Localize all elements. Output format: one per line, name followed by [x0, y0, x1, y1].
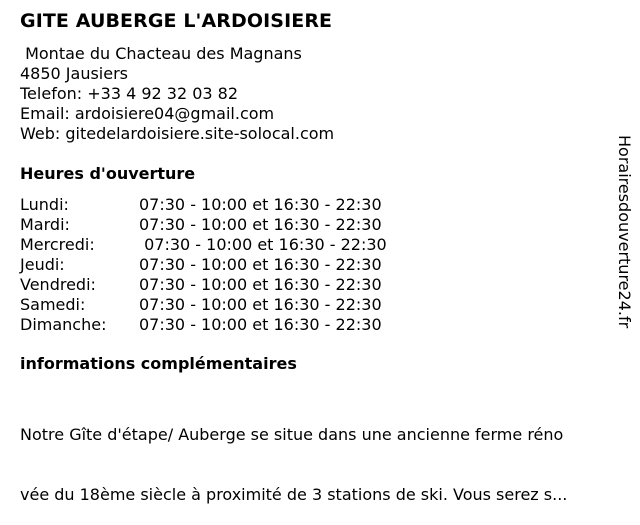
hours-row-tuesday	[20, 215, 440, 235]
time-range: 07:30 - 10:00 et 16:30 - 22:30	[139, 255, 382, 274]
day-label: Samedi:	[20, 295, 86, 314]
day-label: Jeudi:	[20, 255, 65, 274]
city-address: 4850 Jausiers	[20, 64, 129, 83]
additional-info-heading: informations complémentaires	[20, 354, 297, 373]
day-label: Mercredi:	[20, 235, 95, 254]
day-label: Vendredi:	[20, 275, 96, 294]
hours-row-friday	[20, 275, 440, 295]
hours-row-sunday	[20, 315, 440, 335]
hours-row-thursday	[20, 255, 440, 275]
phone-line: Telefon: +33 4 92 32 03 82	[20, 84, 239, 103]
time-range: 07:30 - 10:00 et 16:30 - 22:30	[139, 235, 387, 254]
day-label: Lundi:	[20, 195, 69, 214]
web-line: Web: gitedelardoisiere.site-solocal.com	[20, 124, 335, 143]
street-address: Montae du Chacteau des Magnans	[20, 44, 302, 63]
opening-hours-table	[20, 195, 440, 335]
time-range: 07:30 - 10:00 et 16:30 - 22:30	[139, 195, 382, 214]
day-label: Mardi:	[20, 215, 70, 234]
site-watermark-text: Horairesdouverture24.fr	[615, 135, 634, 329]
business-name: GITE AUBERGE L'ARDOISIERE	[20, 10, 333, 32]
additional-info-text	[20, 385, 567, 525]
time-range: 07:30 - 10:00 et 16:30 - 22:30	[139, 215, 382, 234]
hours-row-saturday	[20, 295, 440, 315]
hours-row-monday	[20, 195, 440, 215]
info-line: Notre Gîte d'étape/ Auberge se situe dans une ancienne ferme réno	[20, 425, 564, 444]
time-range: 07:30 - 10:00 et 16:30 - 22:30	[139, 295, 382, 314]
contact-block	[20, 44, 334, 144]
day-label: Dimanche:	[20, 315, 107, 334]
info-line: vée du 18ème siècle à proximité de 3 stations de ski. Vous serez s...	[20, 485, 568, 504]
site-watermark	[614, 135, 634, 345]
opening-hours-heading: Heures d'ouverture	[20, 164, 196, 183]
email-line: Email: ardoisiere04@gmail.com	[20, 104, 275, 123]
time-range: 07:30 - 10:00 et 16:30 - 22:30	[139, 315, 382, 334]
time-range: 07:30 - 10:00 et 16:30 - 22:30	[139, 275, 382, 294]
hours-row-wednesday	[20, 235, 440, 255]
